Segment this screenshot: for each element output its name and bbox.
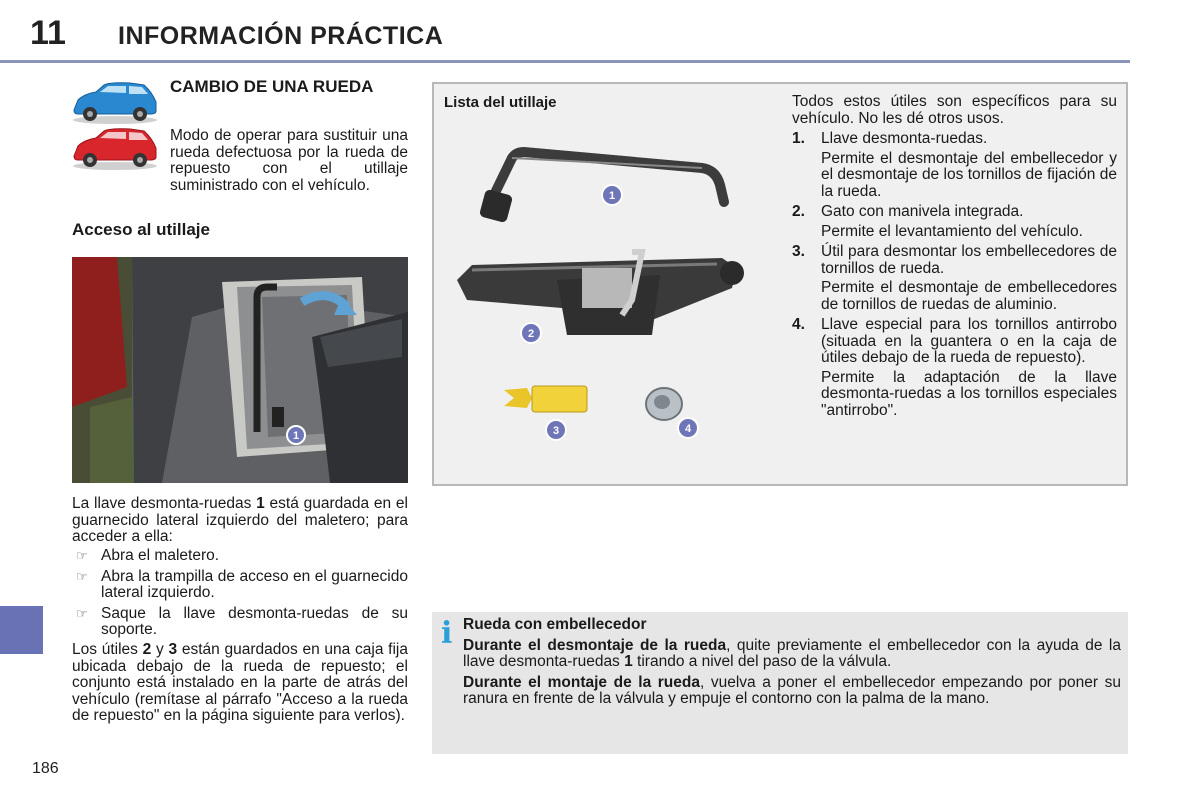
tools-title: Lista del utillaje [444,94,557,111]
list-item: 4. Llave especial para los tornillos antirrobo (situada en la guantera o en la caja de útiles debajo de la rueda de repuesto). Permite la adaptación de la llave desmonta-ruedas a los tornillos especiales "antirrobo". [792,316,1117,419]
info-text [463,617,1121,708]
chapter-title: INFORMACIÓN PRÁCTICA [118,22,444,50]
tool-badge-4: 4 [684,423,692,435]
access-paragraph-1: La llave desmonta-ruedas 1 está guardada en el guarnecido lateral izquierdo del maletero; para acceder a ella: [72,495,408,545]
list-item: ☞ Saque la llave desmonta-ruedas de su soporte. [76,604,408,638]
list-item: ☞ Abra la trampilla de acceso en el guarnecido lateral izquierdo. [76,567,408,601]
page-number: 186 [32,760,59,777]
car-red-icon [70,126,160,172]
trunk-photo [72,257,408,483]
info-paragraph-1: Durante el desmontaje de la rueda, quite previamente el embellecedor con la ayuda de la llave desmonta-ruedas 1 tirando a nivel del paso de la válvula. [463,636,1121,670]
hand-pointer-icon: ☞ [76,568,88,584]
list-item: 1. Llave desmonta-ruedas. Permite el desmontaje del embellecedor y el desmontaje de los tornillos de fijación de la rueda. [792,130,1117,200]
access-paragraph-2: Los útiles 2 y 3 están guardados en una caja fija ubicada debajo de la rueda de repuesto; el conjunto está instalado en la parte de atrás del vehículo (remítase al párrafo "Acceso a la rueda de repuesto" en la página siguiente para verlos). [72,641,408,724]
info-icon: i [441,616,453,651]
section-title: CAMBIO DE UNA RUEDA [170,77,374,96]
list-item: 3. Útil para desmontar los embellecedores de tornillos de rueda. Permite el desmontaje de embellecedores de tornillos de ruedas de aluminio. [792,243,1117,313]
list-item: ☞ Abra el maletero. [76,547,220,564]
photo-badge: 1 [292,430,300,442]
chapter-side-tab [0,606,43,654]
tools-text [792,94,1117,423]
header-rule [0,60,1130,63]
tools-intro: Todos estos útiles son específicos para su vehículo. No les dé otros usos. [792,93,1117,127]
info-title: Rueda con embellecedor [463,616,647,633]
info-paragraph-2: Durante el montaje de la rueda, vuelva a poner el embellecedor empezando por poner su ranura en frente de la válvula y empuje el contorno con la palma de la mano. [463,673,1121,707]
hand-pointer-icon: ☞ [76,548,88,563]
car-blue-icon [70,80,160,126]
tool-badge-3: 3 [552,425,560,437]
list-item: 2. Gato con manivela integrada. Permite el levantamiento del vehículo. [792,203,1083,240]
access-steps [72,548,408,643]
tool-badge-2: 2 [527,328,535,340]
chapter-number: 11 [30,14,66,52]
tool-badge-1: 1 [608,190,616,202]
access-heading: Acceso al utillaje [72,220,210,239]
tools-illustration [452,140,752,460]
hand-pointer-icon: ☞ [76,605,88,621]
section-intro: Modo de operar para sustituir una rueda defectuosa por la rueda de repuesto con el utillaje suministrado con el vehículo. [170,127,408,194]
